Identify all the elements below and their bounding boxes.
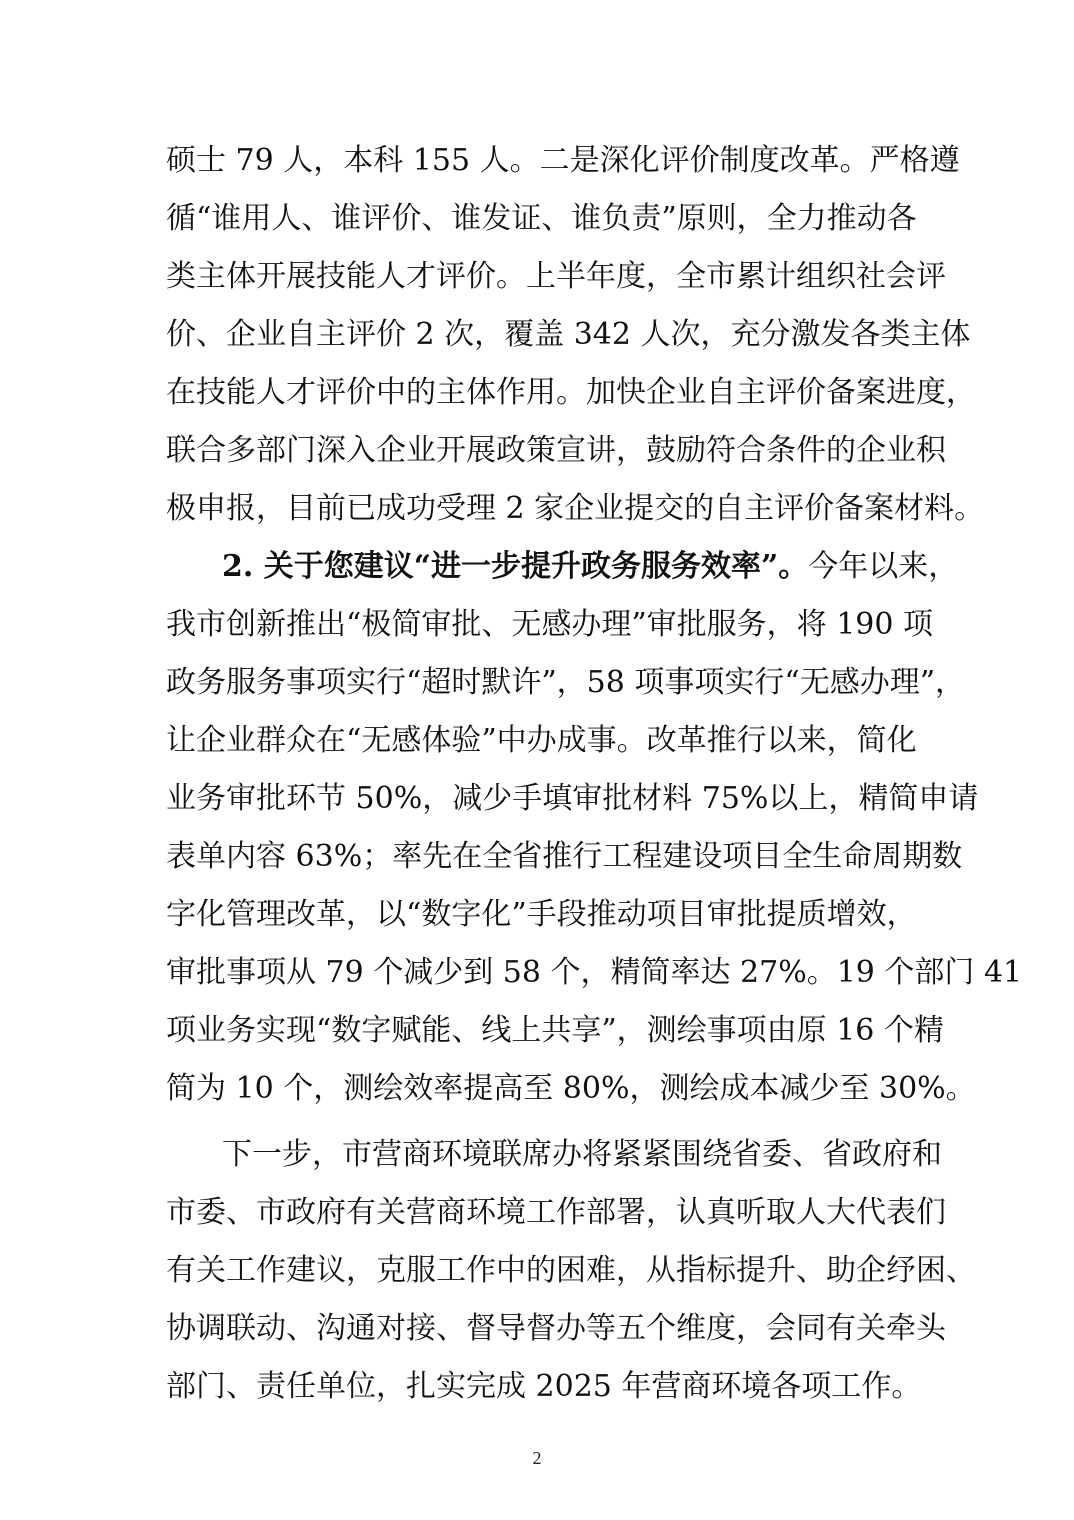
text-line: 审批事项从 79 个减少到 58 个，精简率达 27%。19 个部门 41	[166, 955, 1023, 990]
paragraph-spacer	[166, 1118, 916, 1126]
text-line: 让企业群众在“无感体验”中办成事。改革推行以来，简化	[166, 723, 917, 758]
text-line: 我市创新推出“极简审批、无感办理”审批服务，将 190 项	[166, 607, 934, 642]
text-line: 项业务实现“数字赋能、线上共享”，测绘事项由原 16 个精	[166, 1013, 944, 1048]
page-number: 2	[532, 1448, 542, 1468]
text-line: 市委、市政府有关营商环境工作部署，认真听取人大代表们	[166, 1195, 946, 1230]
text-line: 硕士 79 人，本科 155 人。二是深化评价制度改革。严格遵	[166, 143, 960, 178]
text-line: 表单内容 63%；率先在全省推行工程建设项目全生命周期数	[166, 839, 963, 874]
text-line: 业务审批环节 50%，减少手填审批材料 75%以上，精简申请	[166, 781, 979, 816]
text-line: 类主体开展技能人才评价。上半年度，全市累计组织社会评	[166, 259, 946, 294]
text-line: 简为 10 个，测绘效率提高至 80%，测绘成本减少至 30%。	[166, 1071, 976, 1106]
paragraph-evaluation-reform	[166, 132, 985, 538]
section-heading: 2. 关于您建议“进一步提升政务服务效率”。	[222, 549, 809, 584]
section-heading-line	[166, 538, 959, 596]
text-line: 有关工作建议，克服工作中的困难，从指标提升、助企纾困、	[166, 1253, 976, 1288]
paragraph-service-efficiency	[166, 538, 1023, 1118]
text-line: 下一步，市营商环境联席办将紧紧围绕省委、省政府和	[222, 1137, 942, 1172]
text-line: 协调联动、沟通对接、督导督办等五个维度，会同有关牵头	[166, 1311, 946, 1346]
text-line: 价、企业自主评价 2 次，覆盖 342 人次，充分激发各类主体	[166, 317, 971, 352]
text-line: 在技能人才评价中的主体作用。加快企业自主评价备案进度，	[166, 375, 976, 410]
text-line: 循“谁用人、谁评价、谁发证、谁负责”原则，全力推动各	[166, 201, 917, 236]
text-line: 政务服务事项实行“超时默许”，58 项事项实行“无感办理”，	[166, 665, 966, 700]
text-line: 字化管理改革，以“数字化”手段推动项目审批提质增效，	[166, 897, 917, 932]
text-line: 极申报，目前已成功受理 2 家企业提交的自主评价备案材料。	[166, 491, 985, 526]
document-body	[166, 132, 1023, 1416]
paragraph-next-steps	[166, 1126, 976, 1416]
text-line: 联合多部门深入企业开展政策宣讲，鼓励符合条件的企业积	[166, 433, 946, 468]
text-fragment: 今年以来，	[808, 549, 959, 584]
text-line: 部门、责任单位，扎实完成 2025 年营商环境各项工作。	[166, 1369, 922, 1404]
